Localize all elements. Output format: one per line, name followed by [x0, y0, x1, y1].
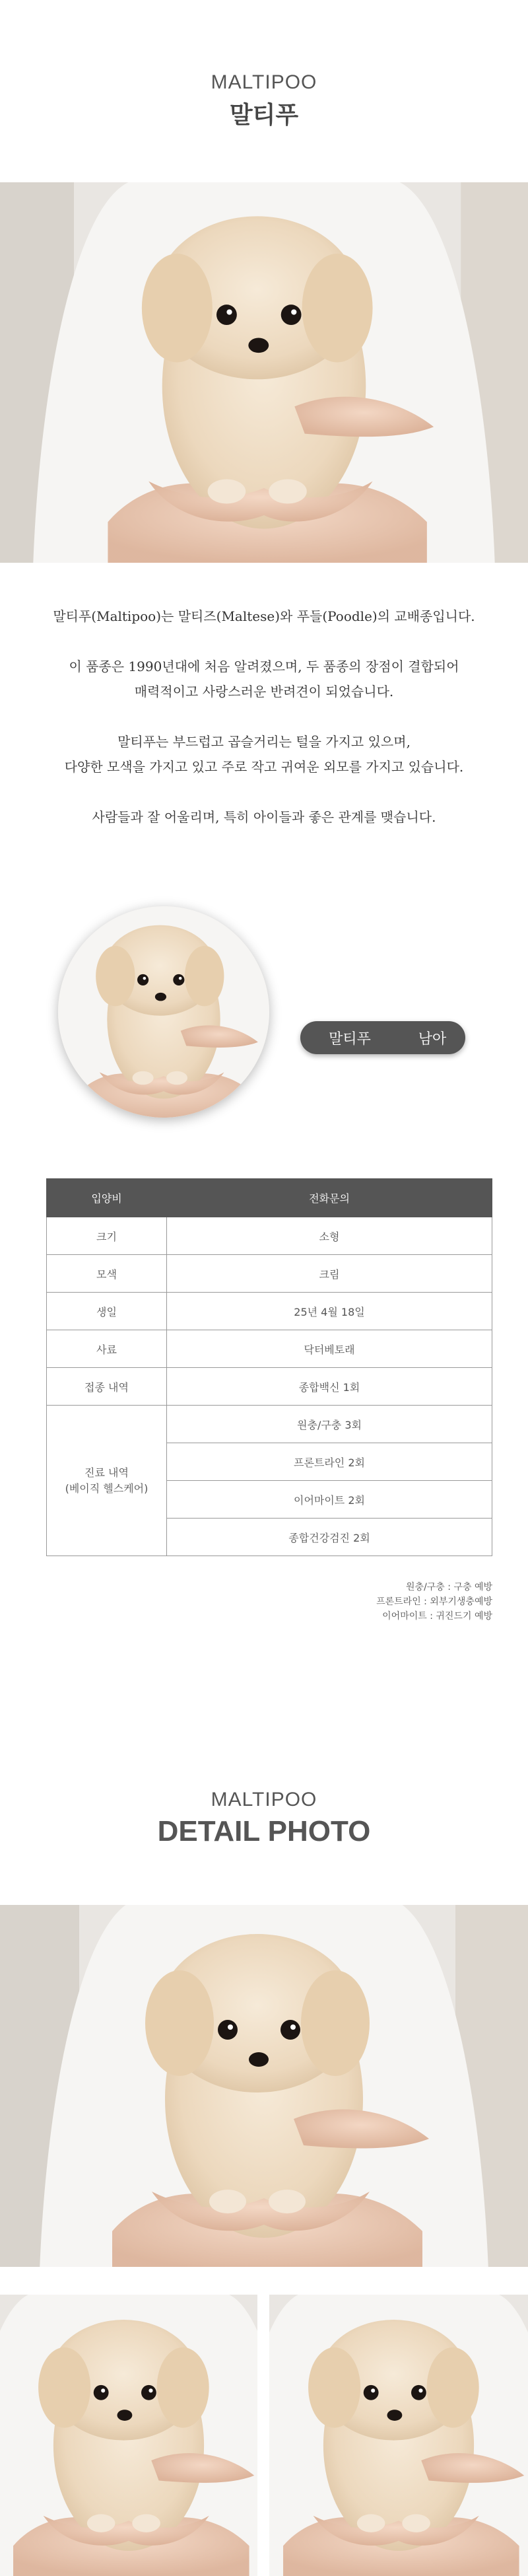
description-paragraph: 사람들과 잘 어울리며, 특히 아이들과 좋은 관계를 맺습니다.: [92, 809, 436, 825]
profile-name: 말티푸: [329, 1030, 371, 1048]
row-value: 크림: [167, 1255, 492, 1293]
medical-value: 종합건강검진 2회: [167, 1519, 492, 1556]
table-header-row: [47, 1179, 492, 1217]
profile-photo: [58, 906, 269, 1118]
table-row: [47, 1217, 492, 1255]
hero-photo: [0, 182, 528, 563]
footnote: 이어마이트 : 귀진드기 예방: [382, 1611, 492, 1622]
detail-breed-english: MALTIPOO: [211, 1789, 317, 1810]
table-row: [47, 1330, 492, 1368]
medical-label: 진료 내역 (베이직 헬스케어): [47, 1406, 167, 1556]
medical-value: 프론트라인 2회: [167, 1443, 492, 1481]
footnote: 원충/구충 : 구충 예방: [406, 1582, 492, 1592]
info-table: [46, 1178, 492, 1556]
row-label: 접종 내역: [47, 1368, 167, 1406]
footnote: 프론트라인 : 외부기생충예방: [376, 1596, 492, 1607]
row-value: 종합백신 1회: [167, 1368, 492, 1406]
row-label: 크기: [47, 1217, 167, 1255]
breed-description: [0, 604, 528, 855]
description-paragraph: 이 품종은 1990년대에 처음 알려졌으며, 두 품종의 장점이 결합되어 매력적이고 사랑스러운 반려견이 되었습니다.: [69, 659, 459, 699]
row-value: 소형: [167, 1217, 492, 1255]
detail-photo-left: [0, 2295, 257, 2576]
row-label: 모색: [47, 1255, 167, 1293]
row-value: 25년 4월 18일: [167, 1293, 492, 1330]
medical-value: 이어마이트 2회: [167, 1481, 492, 1519]
detail-photo-right: [269, 2295, 528, 2576]
row-label: 사료: [47, 1330, 167, 1368]
intro-header: [0, 71, 528, 130]
row-value: 닥터베토래: [167, 1330, 492, 1368]
row-label: 생일: [47, 1293, 167, 1330]
detail-photo-main: [0, 1905, 528, 2267]
detail-title: DETAIL PHOTO: [157, 1815, 371, 1847]
description-paragraph: 말티푸(Maltipoo)는 말티즈(Maltese)와 푸들(Poodle)의 교배종입니다.: [53, 608, 475, 624]
table-row: [47, 1293, 492, 1330]
breed-name-english: MALTIPOO: [211, 71, 317, 93]
table-row: [47, 1368, 492, 1406]
table-row: [47, 1406, 492, 1443]
footnotes: [376, 1580, 492, 1624]
header-adoption-fee: 입양비: [47, 1179, 167, 1217]
profile-gender: 남아: [418, 1030, 447, 1048]
detail-header: [0, 1789, 528, 1848]
description-paragraph: 말티푸는 부드럽고 곱슬거리는 털을 가지고 있으며, 다양한 모색을 가지고 있고 주로 작고 귀여운 외모를 가지고 있습니다.: [64, 734, 464, 775]
profile-badge: [300, 1021, 465, 1054]
header-phone-inquiry: 전화문의: [167, 1179, 492, 1217]
medical-value: 원충/구충 3회: [167, 1406, 492, 1443]
breed-name-korean: 말티푸: [229, 102, 299, 129]
table-row: [47, 1255, 492, 1293]
